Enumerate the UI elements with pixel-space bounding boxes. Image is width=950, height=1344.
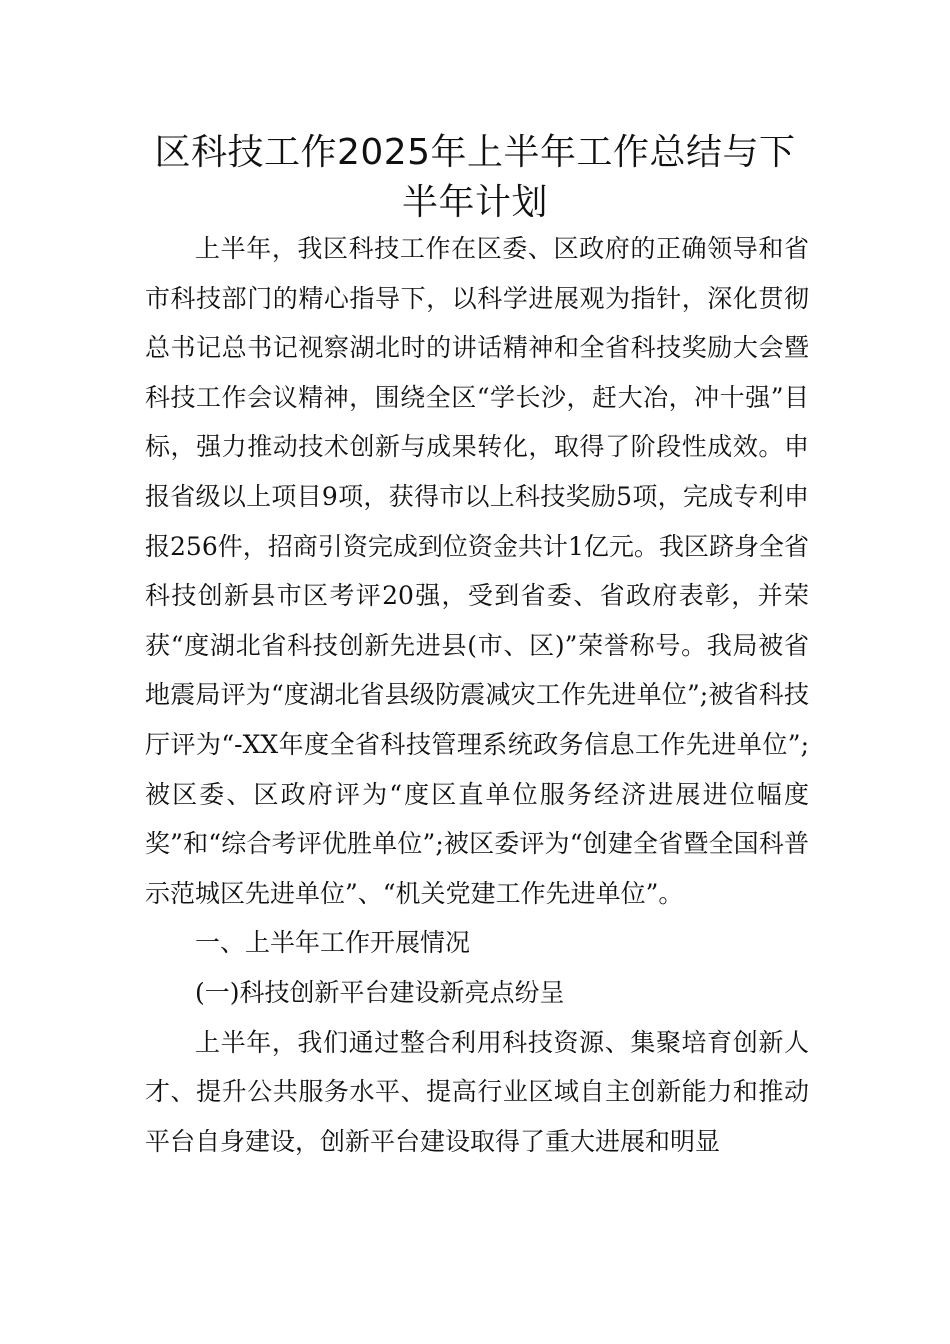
paragraph-intro: 上半年，我区科技工作在区委、区政府的正确领导和省市科技部门的精心指导下，以科学进展观为指针，深化贯彻总书记总书记视察湖北时的讲话精神和全省科技奖励大会暨科技工作会议精神，围绕全区“学长沙，赶大冶，冲十强”目标，强力推动技术创新与成果转化，取得了阶段性成效。申报省级以上项目9项，获得市以上科技奖励5项，完成专利申报256件，招商引资完成到位资金共计1亿元。我区跻身全省科技创新县市区考评20强，受到省委、省政府表彰，并荣获“度湖北省科技创新先进县(市、区)”荣誉称号。我局被省地震局评为“度湖北省县级防震减灾工作先进单位”;被省科技厅评为“-XX年度全省科技管理系统政务信息工作先进单位”;被区委、区政府评为“度区直单位服务经济进展进位幅度奖”和“综合考评优胜单位”;被区委评为“创建全省暨全国科普示范城区先进单位”、“机关党建工作先进单位”。 (145, 234, 809, 908)
document-body (145, 224, 809, 1166)
section-heading-1: 一、上半年工作开展情况 (195, 928, 471, 958)
document-title: 区科技工作2025年上半年工作总结与下半年计划 (154, 132, 796, 223)
subsection-heading-1: (一)科技创新平台建设新亮点纷呈 (195, 977, 565, 1007)
paragraph-platform: 上半年，我们通过整合利用科技资源、集聚培育创新人才、提升公共服务水平、提高行业区域自主创新能力和推动平台自身建设，创新平台建设取得了重大进展和明显 (145, 1027, 809, 1156)
